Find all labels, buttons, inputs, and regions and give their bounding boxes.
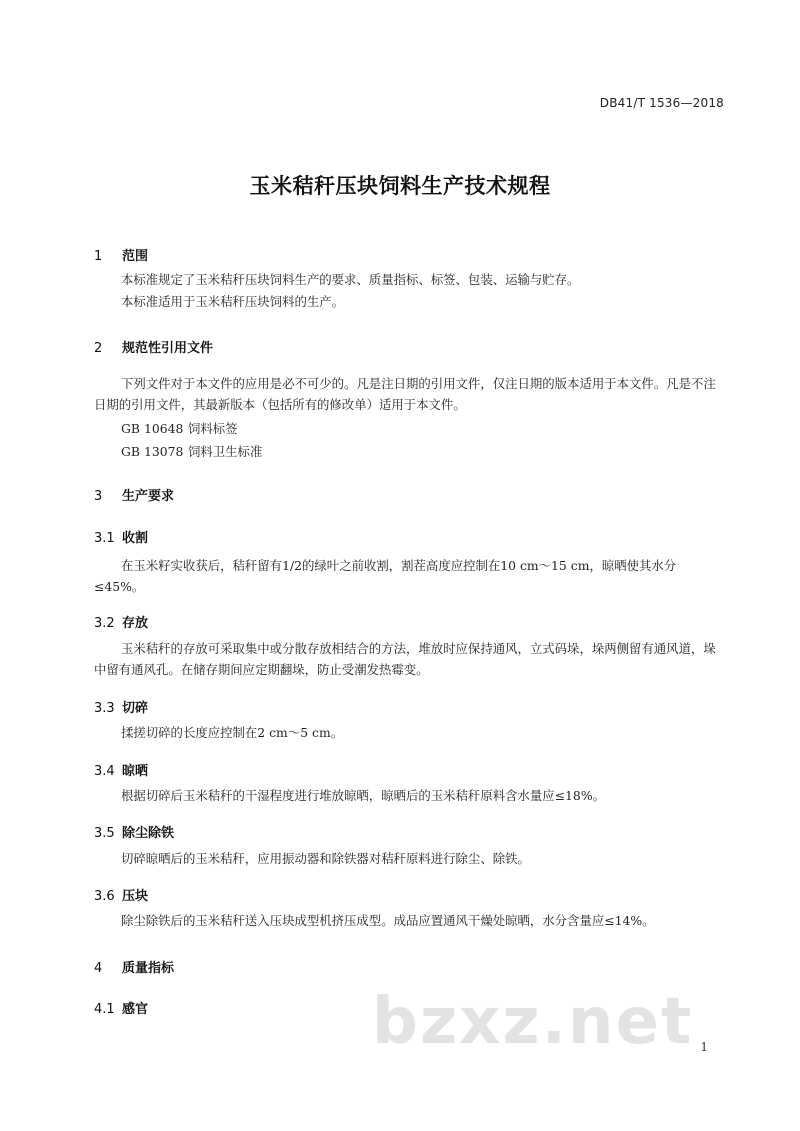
subsection-number: 3.1 xyxy=(94,531,115,546)
page-number: 1 xyxy=(700,1040,708,1054)
chopping-paragraph: 揉搓切碎的长度应控制在2 cm～5 cm。 xyxy=(121,725,344,740)
section-title: 质量指标 xyxy=(122,961,175,976)
section-heading-scope xyxy=(94,245,148,264)
subsection-title: 压块 xyxy=(122,889,149,904)
section-number: 3 xyxy=(94,489,103,504)
storage-paragraph: 玉米秸秆的存放可采取集中或分散存放相结合的方法，堆放时应保持通风，立式码垛，垛两侧留有通风道，垛中留有通风孔。在储存期间应定期翻垛，防止受潮发热霉变。 xyxy=(94,641,716,677)
subsection-heading-dust-iron-removal xyxy=(94,822,174,841)
subsection-number: 3.2 xyxy=(94,616,115,631)
subsection-heading-compression xyxy=(94,885,148,904)
subsection-number: 3.6 xyxy=(94,889,115,904)
references-paragraph: 下列文件对于本文件的应用是必不可少的。凡是注日期的引用文件，仅注日期的版本适用于本文件。凡是不注日期的引用文件，其最新版本（包括所有的修改单）适用于本文件。 xyxy=(94,376,716,412)
reference-code: GB 13078 xyxy=(121,444,184,459)
section-heading-normative-references xyxy=(94,337,213,356)
subsection-title: 切碎 xyxy=(122,701,149,716)
section-heading-quality-indicators xyxy=(94,957,174,976)
subsection-title: 感官 xyxy=(122,1002,149,1017)
subsection-heading-harvest xyxy=(94,527,148,546)
watermark: bzxz.net xyxy=(372,985,694,1059)
compression-paragraph: 除尘除铁后的玉米秸秆送入压块成型机挤压成型。成品应置通风干燥处晾晒，水分含量应≤14%。 xyxy=(121,913,655,928)
section-number: 4 xyxy=(94,961,103,976)
drying-paragraph: 根据切碎后玉米秸秆的干湿程度进行堆放晾晒，晾晒后的玉米秸秆原料含水量应≤18%。 xyxy=(121,788,605,803)
reference-code: GB 10648 xyxy=(121,421,184,436)
subsection-number: 3.5 xyxy=(94,826,115,841)
subsection-title: 除尘除铁 xyxy=(122,826,175,841)
dust-iron-removal-paragraph: 切碎晾晒后的玉米秸秆，应用振动器和除铁器对秸秆原料进行除尘、除铁。 xyxy=(121,851,530,866)
subsection-title: 存放 xyxy=(122,616,149,631)
harvest-paragraph: 在玉米籽实收获后，秸秆留有1/2的绿叶之前收割，割茬高度应控制在10 cm～15 cm，晾晒使其水分≤45%。 xyxy=(94,558,677,594)
section-title: 生产要求 xyxy=(122,489,175,504)
reference-name: 饲料卫生标准 xyxy=(188,444,263,459)
section-title: 规范性引用文件 xyxy=(122,341,214,356)
subsection-title: 晾晒 xyxy=(122,764,149,779)
subsection-number: 4.1 xyxy=(94,1002,115,1017)
reference-item xyxy=(121,419,238,437)
section-number: 2 xyxy=(94,341,103,356)
section-title: 范围 xyxy=(122,249,149,264)
subsection-heading-storage xyxy=(94,612,148,631)
section-number: 1 xyxy=(94,249,103,264)
reference-item xyxy=(121,442,262,460)
section-heading-production-requirements xyxy=(94,485,174,504)
subsection-title: 收割 xyxy=(122,531,149,546)
scope-paragraph-2: 本标准适用于玉米秸秆压块饲料的生产。 xyxy=(121,294,345,309)
subsection-heading-drying xyxy=(94,760,148,779)
scope-paragraph-1: 本标准规定了玉米秸秆压块饲料生产的要求、质量指标、标签、包装、运输与贮存。 xyxy=(121,272,580,287)
subsection-heading-chopping xyxy=(94,697,148,716)
reference-name: 饲料标签 xyxy=(188,421,238,436)
subsection-number: 3.3 xyxy=(94,701,115,716)
subsection-number: 3.4 xyxy=(94,764,115,779)
document-code: DB41/T 1536—2018 xyxy=(599,96,724,110)
document-title: 玉米秸秆压块饲料生产技术规程 xyxy=(249,174,551,198)
subsection-heading-sensory xyxy=(94,998,148,1017)
